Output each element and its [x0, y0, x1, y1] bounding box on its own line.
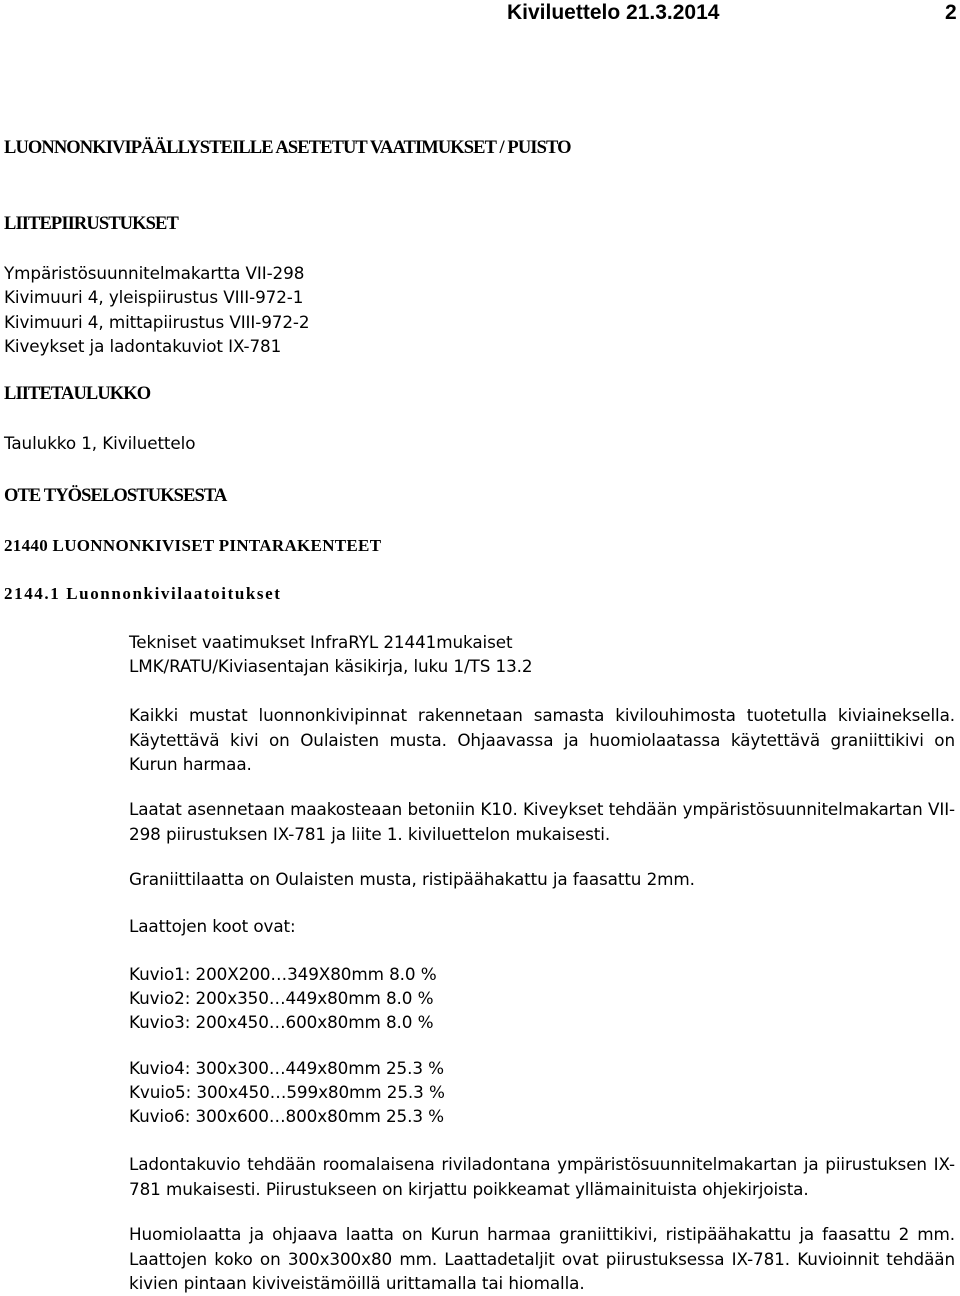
- tile-size-item: Kuvio3: 200x450…600x80mm 8.0 %: [129, 1012, 434, 1032]
- excerpt-heading: OTE TYÖSELOSTUKSESTA: [4, 486, 227, 506]
- section-heading: 21440 LUONNONKIVISET PINTARAKENTEET: [4, 536, 382, 555]
- paragraph-granite: Graniittilaatta on Oulaisten musta, ristipäähakattu ja faasattu 2mm.: [129, 869, 695, 889]
- sizes-intro: Laattojen koot ovat:: [129, 916, 296, 936]
- paragraph-laying: Laatat asennetaan maakosteaan betoniin K10. Kiveykset tehdään ympäristösuunnitelmakartan VII-298 piirustuksen IX-781 ja liite 1. kiviluettelon mukaisesti.: [129, 799, 955, 844]
- page-number: 2: [945, 1, 957, 24]
- attachments-drawings-heading: LIITEPIIRUSTUKSET: [4, 214, 178, 234]
- attachment-table-item: Taulukko 1, Kiviluettelo: [4, 433, 196, 453]
- main-title: LUONNONKIVIPÄÄLLYSTEILLE ASETETUT VAATIMUKSET / PUISTO: [4, 138, 571, 158]
- paragraph-warning-tile: Huomiolaatta ja ohjaava laatta on Kurun harmaa graniittikivi, ristipäähakattu ja faasattu 2 mm. Laattojen koko on 300x300x80 mm. Laattadetaljit ovat piirustuksessa IX-781. Kuvioinnit tehdään kivien pintaan kiviveistämöillä urittamalla tai hiomalla.: [129, 1224, 955, 1293]
- tile-size-item: Kuvio1: 200X200…349X80mm 8.0 %: [129, 964, 437, 984]
- subsection-heading: 2144.1 Luonnonkivilaatoitukset: [4, 584, 282, 603]
- attachment-drawing-item: Ympäristösuunnitelmakartta VII-298: [4, 263, 305, 283]
- paragraph-stone-material: Kaikki mustat luonnonkivipinnat rakennetaan samasta kivilouhimosta tuotetulla kiviaineksella. Käytettävä kivi on Oulaisten musta. Ohjaavassa ja huomiolaatassa käytettävä graniittikivi on Kurun harmaa.: [129, 705, 955, 774]
- tile-size-item: Kuvio4: 300x300…449x80mm 25.3 %: [129, 1058, 444, 1078]
- requirement-line: Tekniset vaatimukset InfraRYL 21441mukaiset: [129, 632, 513, 652]
- requirement-line: LMK/RATU/Kiviasentajan käsikirja, luku 1/TS 13.2: [129, 656, 533, 676]
- attachment-drawing-item: Kivimuuri 4, yleispiirustus VIII-972-1: [4, 287, 304, 307]
- tile-size-item: Kvuio5: 300x450…599x80mm 25.3 %: [129, 1082, 445, 1102]
- tile-size-item: Kuvio6: 300x600…800x80mm 25.3 %: [129, 1106, 444, 1126]
- document-header-title: Kiviluettelo 21.3.2014: [507, 1, 720, 24]
- tile-size-item: Kuvio2: 200x350…449x80mm 8.0 %: [129, 988, 434, 1008]
- attachment-table-heading: LIITETAULUKKO: [4, 384, 151, 404]
- attachment-drawing-item: Kivimuuri 4, mittapiirustus VIII-972-2: [4, 312, 310, 332]
- attachment-drawing-item: Kiveykset ja ladontakuviot IX-781: [4, 336, 282, 356]
- paragraph-laying-pattern: Ladontakuvio tehdään roomalaisena riviladontana ympäristösuunnitelmakartan ja piirustuksen IX-781 mukaisesti. Piirustukseen on kirjattu poikkeamat yllämainituista ohjekirjoista.: [129, 1154, 955, 1199]
